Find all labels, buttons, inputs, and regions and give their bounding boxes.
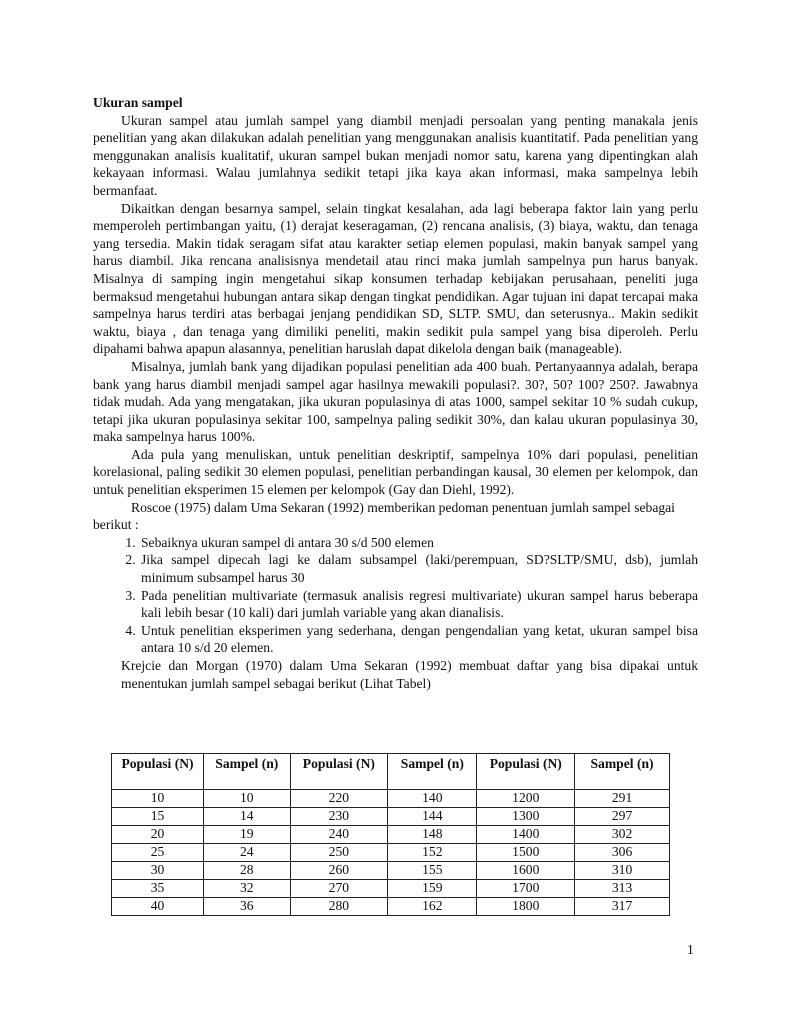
document-body (93, 94, 698, 692)
criteria-item: 2. Jika sampel dipecah lagi ke dalam subsampel (laki/perempuan, SD?SLTP/SMU, dsb), jumlah minimum subsampel harus 30 (139, 551, 698, 586)
table-cell: 250 (290, 844, 388, 862)
table-cell: 140 (388, 790, 477, 808)
table-cell: 1300 (477, 808, 575, 826)
header-populasi-2: Populasi (N) (290, 754, 388, 790)
table-cell: 159 (388, 880, 477, 898)
table-cell: 32 (204, 880, 290, 898)
paragraph-sample-size: Ukuran sampel atau jumlah sampel yang diambil menjadi persoalan yang penting manakala jenis penelitian yang akan dilakukan adalah penelitian yang menggunakan analisis kuantitatif. Pada penelitian yang menggunakan analisis kualitatif, ukuran sampel bukan menjadi nomor satu, karena yang dipentingkan alah kekayaan informasi. Walau jumlahnya sedikit tetapi jika kaya akan informasi, maka sampelnya lebih bermanfaat. (93, 112, 698, 198)
table-cell: 240 (290, 826, 388, 844)
header-sampel-1: Sampel (n) (204, 754, 290, 790)
table-cell: 317 (575, 898, 670, 916)
table-cell: 28 (204, 862, 290, 880)
paragraph-research-types: Ada pula yang menuliskan, untuk penelitian deskriptif, sampelnya 10% dari populasi, penelitian korelasional, paling sedikit 30 elemen populasi, penelitian perbandingan kausal, 30 elemen per kelompok, dan untuk penelitian eksperimen 15 elemen per kelompok (Gay dan Diehl, 1992). (93, 446, 698, 498)
table-row (112, 844, 670, 862)
table-cell: 155 (388, 862, 477, 880)
table-cell: 260 (290, 862, 388, 880)
page-number: 1 (687, 942, 694, 957)
table-cell: 1400 (477, 826, 575, 844)
table-cell: 20 (112, 826, 204, 844)
table-cell: 144 (388, 808, 477, 826)
table-row (112, 880, 670, 898)
table-cell: 24 (204, 844, 290, 862)
criteria-item: 3. Pada penelitian multivariate (termasuk analisis regresi multivariate) ukuran sampel harus beberapa kali lebih besar (10 kali) dari jumlah variable yang akan dianalisis. (139, 587, 698, 622)
table-cell: 297 (575, 808, 670, 826)
table-cell: 310 (575, 862, 670, 880)
section-title: Ukuran sampel (93, 95, 183, 110)
table-cell: 313 (575, 880, 670, 898)
table-cell: 35 (112, 880, 204, 898)
table-cell: 30 (112, 862, 204, 880)
table-cell: 10 (112, 790, 204, 808)
table-cell: 291 (575, 790, 670, 808)
table-cell: 270 (290, 880, 388, 898)
table-cell: 10 (204, 790, 290, 808)
table-cell: 14 (204, 808, 290, 826)
header-sampel-3: Sampel (n) (575, 754, 670, 790)
table-cell: 302 (575, 826, 670, 844)
table-cell: 220 (290, 790, 388, 808)
roscoe-criteria-list (93, 534, 698, 657)
header-populasi-3: Populasi (N) (477, 754, 575, 790)
table-cell: 19 (204, 826, 290, 844)
table-cell: 230 (290, 808, 388, 826)
table-cell: 1600 (477, 862, 575, 880)
paragraph-factors: Dikaitkan dengan besarnya sampel, selain tingkat kesalahan, ada lagi beberapa faktor lain yang perlu memperoleh pertimbangan yaitu, (1) derajat keseragaman, (2) rencana analisis, (3) biaya, waktu, dan tenaga yang tersedia. Makin tidak seragam sifat atau karakter setiap elemen populasi, makin banyak sampel yang harus diambil. Jika rencana analisisnya mendetail atau rinci maka jumlah sampelnya pun harus banyak. Misalnya di samping ingin mengetahui sikap konsumen terhadap kebijakan perusahaan, peneliti juga bermaksud mengetahui hubungan antara sikap dengan tingkat pendidikan. Agar tujuan ini dapat tercapai maka sampelnya harus terdiri atas berbagai jenjang pendidikan SD, SLTP. SMU, dan seterusnya.. Makin sedikit waktu, biaya , dan tenaga yang dimiliki peneliti, makin sedikit pula sampel yang bisa diperoleh. Perlu dipahami bahwa apapun alasannya, penelitian haruslah dapat dikelola dengan baik (manageable). (93, 200, 698, 357)
criteria-item: 4. Untuk penelitian eksperimen yang sederhana, dengan pengendalian yang ketat, ukuran sampel bisa antara 10 s/d 20 elemen. (139, 622, 698, 657)
table-row (112, 862, 670, 880)
table-header-row (112, 754, 670, 790)
table-cell: 280 (290, 898, 388, 916)
header-populasi-1: Populasi (N) (112, 754, 204, 790)
table-row (112, 898, 670, 916)
table-cell: 1200 (477, 790, 575, 808)
table-cell: 1700 (477, 880, 575, 898)
table-cell: 15 (112, 808, 204, 826)
table-row (112, 808, 670, 826)
paragraph-bank-example: Misalnya, jumlah bank yang dijadikan populasi penelitian ada 400 buah. Pertanyaannya adalah, berapa bank yang harus diambil menjadi sampel agar hasilnya mewakili populasi?. 30?, 50? 100? 250?. Jawabnya tidak mudah. Ada yang mengatakan, jika ukuran populasinya di atas 1000, sampel sekitar 10 % sudah cukup, tetapi jika ukuran populasinya sekitar 100, sampelnya paling sedikit 30%, dan kalau ukuran populasinya 30, maka sampelnya harus 100%. (93, 358, 698, 445)
table-cell: 1500 (477, 844, 575, 862)
paragraph-krejcie-morgan: Krejcie dan Morgan (1970) dalam Uma Sekaran (1992) membuat daftar yang bisa dipakai untuk menentukan jumlah sampel sebagai berikut (Lihat Tabel) (121, 658, 698, 691)
table-row (112, 790, 670, 808)
header-sampel-2: Sampel (n) (388, 754, 477, 790)
table-cell: 40 (112, 898, 204, 916)
criteria-item: 1. Sebaiknya ukuran sampel di antara 30 s/d 500 elemen (139, 534, 698, 552)
table-cell: 1800 (477, 898, 575, 916)
table-cell: 25 (112, 844, 204, 862)
table-cell: 162 (388, 898, 477, 916)
sample-size-table (111, 753, 670, 916)
table-cell: 148 (388, 826, 477, 844)
table-row (112, 826, 670, 844)
table-cell: 152 (388, 844, 477, 862)
paragraph-roscoe: Roscoe (1975) dalam Uma Sekaran (1992) memberikan pedoman penentuan jumlah sampel sebagai berikut : (93, 499, 675, 533)
table-cell: 36 (204, 898, 290, 916)
table-cell: 306 (575, 844, 670, 862)
